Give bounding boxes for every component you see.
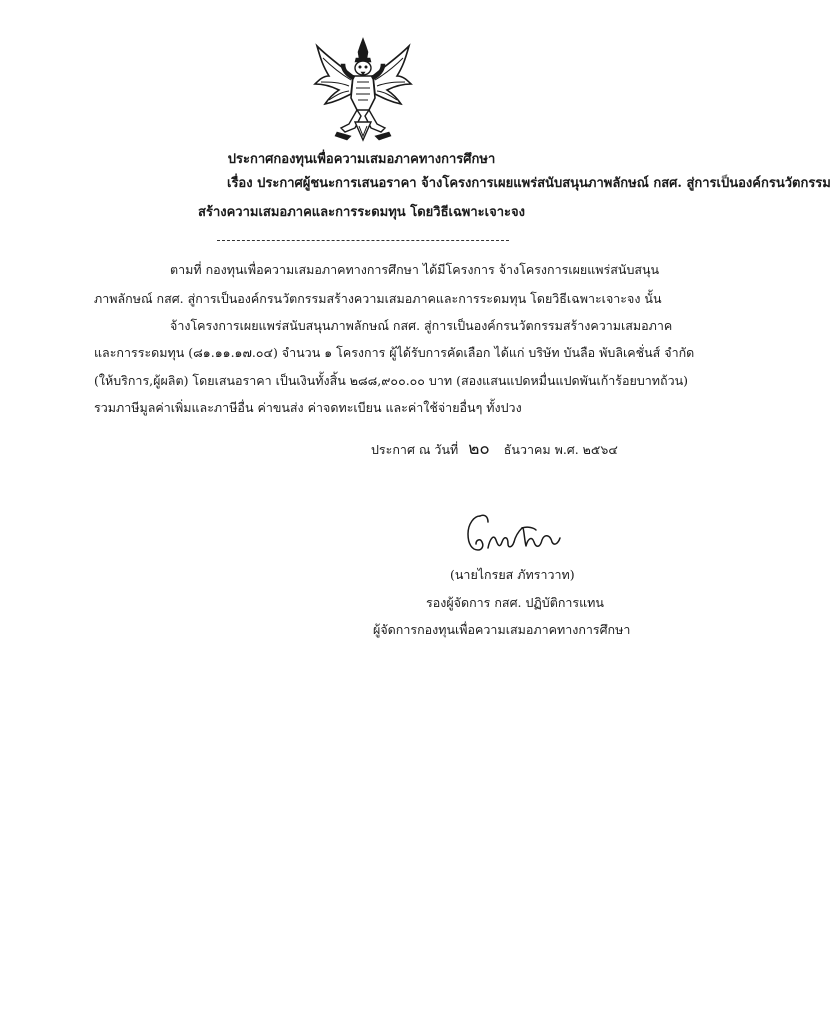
signatory-position-2: ผู้จัดการกองทุนเพื่อความเสมอภาคทางการศึกษา (373, 622, 631, 637)
paragraph-2-line-4: รวมภาษีมูลค่าเพิ่มและภาษีอื่น ค่าขนส่ง ค่าจดทะเบียน และค่าใช้จ่ายอื่นๆ ทั้งปวง (94, 400, 522, 415)
paragraph-1-line-1: ตามที่ กองทุนเพื่อความเสมอภาคทางการศึกษา ได้มีโครงการ จ้างโครงการเผยแพร่สนับสนุน (170, 262, 660, 277)
handwritten-signature (458, 508, 578, 560)
date-month-year: ธันวาคม พ.ศ. ๒๕๖๔ (503, 442, 618, 457)
garuda-emblem-icon (311, 36, 415, 144)
signatory-position-1: รองผู้จัดการ กสศ. ปฏิบัติการแทน (426, 595, 604, 610)
announcement-title: ประกาศกองทุนเพื่อความเสมอภาคทางการศึกษา (227, 152, 496, 167)
paragraph-1-line-2: ภาพลักษณ์ กสศ. สู่การเป็นองค์กรนวัตกรรมสร้างความเสมอภาคและการระดมทุน โดยวิธีเฉพาะเจาะจง นั้น (94, 291, 662, 306)
announcement-date (371, 440, 618, 459)
paragraph-2-line-1: จ้างโครงการเผยแพร่สนับสนุนภาพลักษณ์ กสศ. สู่การเป็นองค์กรนวัตกรรมสร้างความเสมอภาค (170, 318, 673, 333)
divider (217, 240, 509, 241)
paragraph-2-line-2: และการระดมทุน (๘๑.๑๑.๑๗.๐๔) จำนวน ๑ โครงการ ผู้ได้รับการคัดเลือก ได้แก่ บริษัท บันลือ พับลิเคชั่นส์ จำกัด (94, 345, 695, 360)
date-day: ๒๐ (468, 439, 490, 459)
announcement-subject-continued: สร้างความเสมอภาคและการระดมทุน โดยวิธีเฉพาะเจาะจง (198, 205, 525, 220)
date-prefix: ประกาศ ณ วันที่ (371, 442, 459, 457)
signatory-name: (นายไกรยส ภัทราวาท) (450, 567, 575, 582)
paragraph-2-line-3: (ให้บริการ,ผู้ผลิต) โดยเสนอราคา เป็นเงินทั้งสิ้น ๒๘๘,๙๐๐.๐๐ บาท (สองแสนแปดหมื่นแปดพันเก้าร้อยบาทถ้วน) (94, 373, 689, 388)
announcement-subject: เรื่อง ประกาศผู้ชนะการเสนอราคา จ้างโครงการเผยแพร่สนับสนุนภาพลักษณ์ กสศ. สู่การเป็นองค์กรนวัตกรรม (227, 176, 831, 191)
